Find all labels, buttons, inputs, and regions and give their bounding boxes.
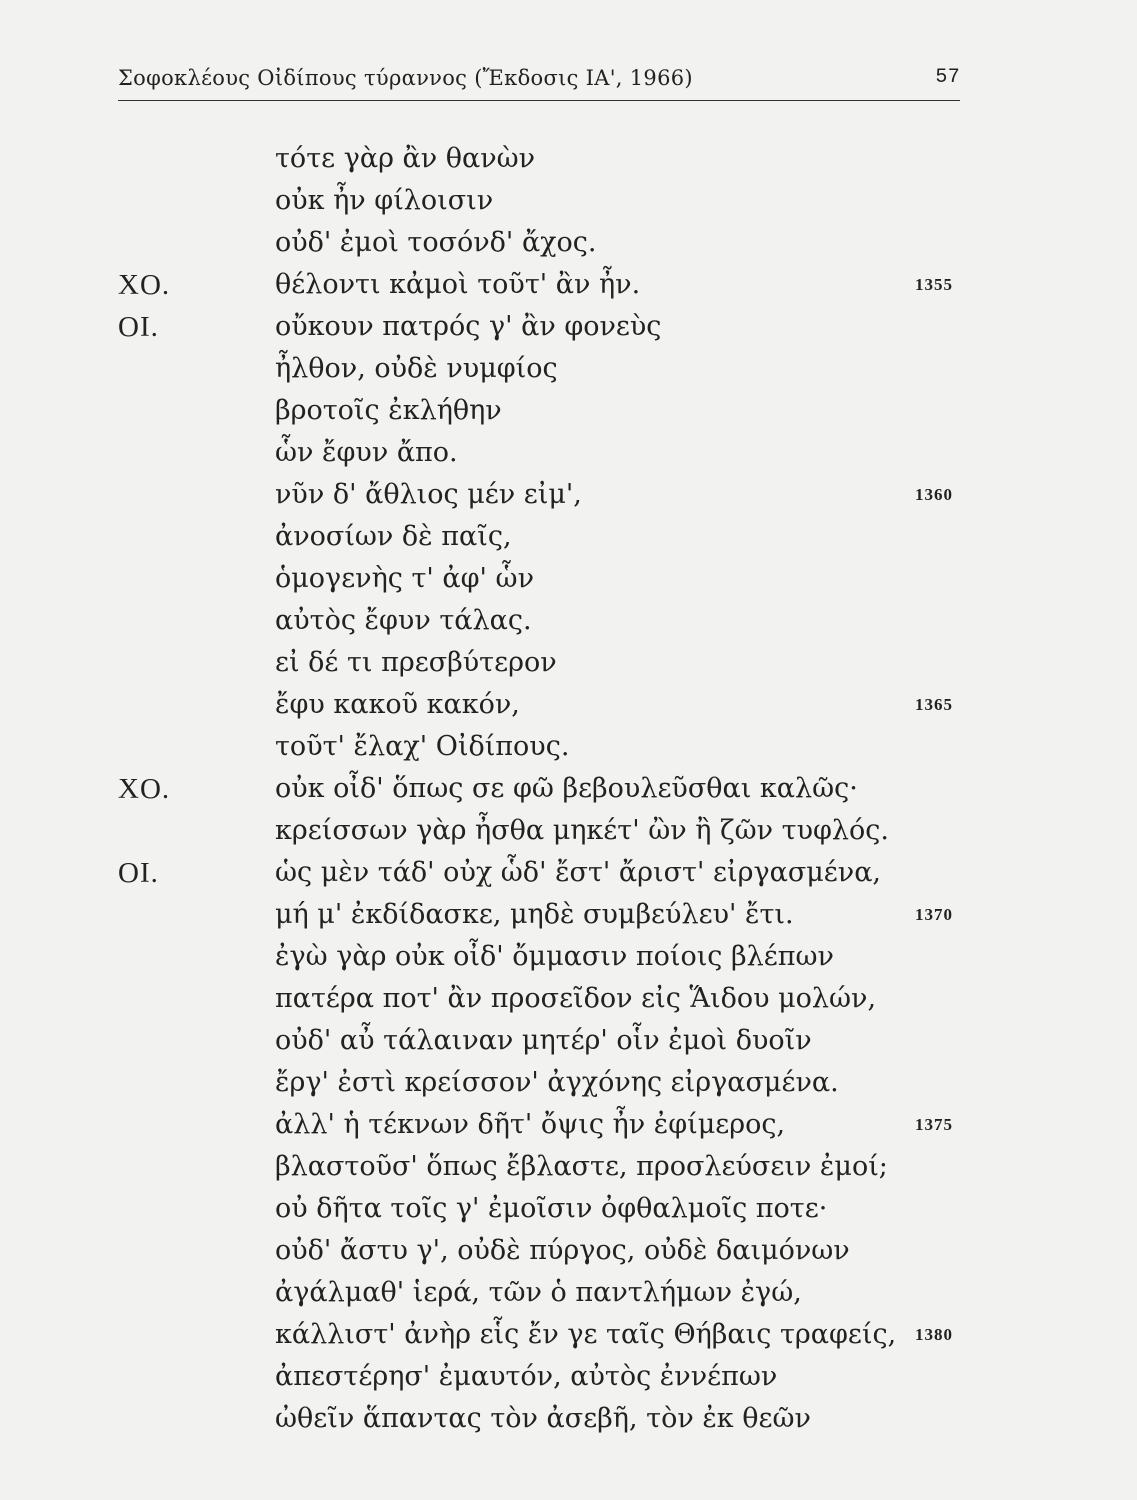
verse-text: ὡς μὲν τάδ' οὐχ ὧδ' ἔστ' ἄριστ' εἰργασμένα,: [275, 857, 882, 888]
speaker-label: ΟΙ.: [118, 857, 159, 889]
verse-text: οὔκουν πατρός γ' ἂν φονεὺς: [275, 311, 662, 342]
line-number: 1380: [915, 1325, 953, 1344]
verse-text: θέλοντι κἀμοὶ τοῦτ' ἂν ἦν.: [275, 269, 641, 300]
verse-text: οὐδ' αὖ τάλαιναν μητέρ' οἷν ἐμοὶ δυοῖν: [275, 1025, 812, 1056]
verse-line: [0, 222, 1137, 264]
verse-text: ἔφυ κακοῦ κακόν,: [275, 689, 520, 720]
verse-text: βροτοῖς ἐκλήθην: [275, 395, 502, 426]
line-number: 1375: [915, 1115, 953, 1134]
verse-line: [0, 1314, 1137, 1356]
verse-text: πατέρα ποτ' ἂν προσεῖδον εἰς Ἅιδου μολών,: [275, 983, 877, 1014]
verse-text: νῦν δ' ἄθλιος μέν εἰμ',: [275, 479, 582, 510]
verse-block: [0, 138, 1137, 1440]
verse-line: [0, 936, 1137, 978]
verse-line: [0, 180, 1137, 222]
verse-text: ἀνοσίων δὲ παῖς,: [275, 521, 512, 552]
line-number: 1365: [915, 695, 953, 714]
verse-line: [0, 642, 1137, 684]
verse-line: [0, 1356, 1137, 1398]
verse-line: [0, 726, 1137, 768]
verse-text: ὁμογενὴς τ' ἀφ' ὧν: [275, 563, 534, 594]
verse-text: κάλλιστ' ἀνὴρ εἷς ἔν γε ταῖς Θήβαις τραφείς,: [275, 1319, 897, 1350]
verse-line: [0, 894, 1137, 936]
verse-text: ἀγάλμαθ' ἱερά, τῶν ὁ παντλήμων ἐγώ,: [275, 1277, 802, 1308]
running-title: Σοφοκλέους Οἰδίπους τύραννος (Ἔκδοσις ΙΑ', 1966): [118, 66, 693, 90]
speaker-label: ΧΟ.: [118, 773, 171, 805]
verse-line: [0, 1146, 1137, 1188]
verse-text: οὐκ οἶδ' ὅπως σε φῶ βεβουλεῦσθαι καλῶς·: [275, 773, 858, 804]
verse-text: ἀπεστέρησ' ἐμαυτόν, αὐτὸς ἐννέπων: [275, 1361, 778, 1392]
verse-text: ὧν ἔφυν ἄπο.: [275, 437, 458, 468]
verse-text: οὐκ ἦν φίλοισιν: [275, 185, 494, 216]
verse-text: εἰ δέ τι πρεσβύτερον: [275, 647, 557, 678]
verse-text: ἔργ' ἐστὶ κρείσσον' ἀγχόνης εἰργασμένα.: [275, 1067, 839, 1098]
verse-text: κρείσσων γὰρ ἦσθα μηκέτ' ὢν ἢ ζῶν τυφλός.: [275, 815, 889, 846]
verse-line: [0, 138, 1137, 180]
verse-line: [0, 978, 1137, 1020]
verse-line: [0, 1020, 1137, 1062]
verse-line: [0, 306, 1137, 348]
verse-line: [0, 1062, 1137, 1104]
verse-line: [0, 1104, 1137, 1146]
verse-line: [0, 348, 1137, 390]
verse-line: [0, 432, 1137, 474]
page-number: 57: [935, 66, 960, 89]
verse-line: [0, 1398, 1137, 1440]
verse-line: [0, 684, 1137, 726]
verse-text: βλαστοῦσ' ὅπως ἔβλαστε, προσλεύσειν ἐμοί;: [275, 1151, 888, 1182]
verse-text: ὠθεῖν ἅπαντας τὸν ἀσεβῆ, τὸν ἐκ θεῶν: [275, 1403, 811, 1434]
verse-line: [0, 474, 1137, 516]
speaker-label: ΟΙ.: [118, 311, 159, 343]
verse-line: [0, 516, 1137, 558]
verse-line: [0, 1272, 1137, 1314]
verse-text: ἐγὼ γὰρ οὐκ οἶδ' ὄμμασιν ποίοις βλέπων: [275, 941, 834, 972]
verse-line: [0, 852, 1137, 894]
line-number: 1355: [915, 275, 953, 294]
header-rule: [118, 100, 960, 101]
verse-text: οὐ δῆτα τοῖς γ' ἐμοῖσιν ὀφθαλμοῖς ποτε·: [275, 1193, 828, 1224]
verse-text: τοῦτ' ἔλαχ' Οἰδίπους.: [275, 731, 570, 762]
verse-line: [0, 390, 1137, 432]
line-number: 1360: [915, 485, 953, 504]
speaker-label: ΧΟ.: [118, 269, 171, 301]
verse-text: οὐδ' ἄστυ γ', οὐδὲ πύργος, οὐδὲ δαιμόνων: [275, 1235, 850, 1266]
verse-text: μή μ' ἐκδίδασκε, μηδὲ συμβεύλευ' ἔτι.: [275, 899, 794, 930]
line-number: 1370: [915, 905, 953, 924]
verse-text: ἀλλ' ἡ τέκνων δῆτ' ὄψις ἦν ἐφίμερος,: [275, 1109, 786, 1140]
verse-line: [0, 600, 1137, 642]
verse-line: [0, 1188, 1137, 1230]
verse-line: [0, 1230, 1137, 1272]
verse-line: [0, 810, 1137, 852]
verse-line: [0, 768, 1137, 810]
verse-text: αὐτὸς ἔφυν τάλας.: [275, 605, 532, 636]
verse-line: [0, 264, 1137, 306]
verse-text: ἦλθον, οὐδὲ νυμφίος: [275, 353, 558, 384]
verse-text: οὐδ' ἐμοὶ τοσόνδ' ἄχος.: [275, 227, 597, 258]
verse-text: τότε γὰρ ἂν θανὼν: [275, 143, 536, 174]
verse-line: [0, 558, 1137, 600]
